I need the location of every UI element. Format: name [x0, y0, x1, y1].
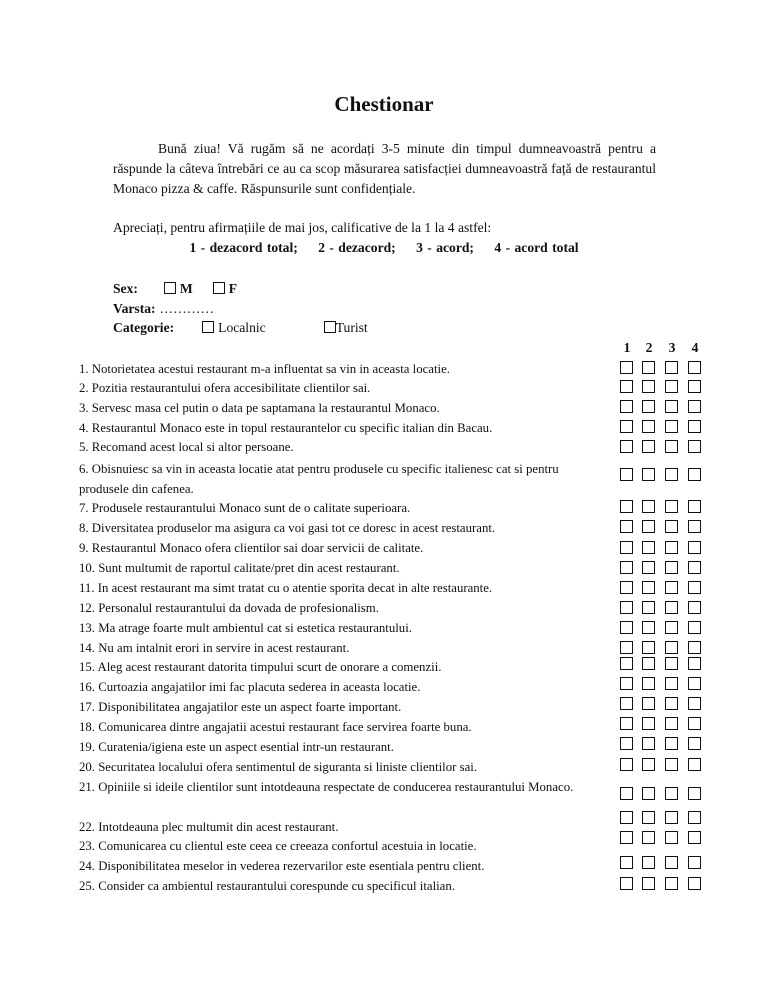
rating-scale [0, 240, 768, 256]
question-8-rating-1-checkbox[interactable] [620, 520, 633, 533]
scale-item-1: 1 - dezacord total; [189, 240, 298, 255]
question-20-rating-4-checkbox[interactable] [688, 758, 701, 771]
document-title: Chestionar [334, 92, 434, 116]
question-10-rating-2-checkbox[interactable] [642, 561, 655, 574]
rating-header-1: 1 [623, 340, 631, 355]
question-18: 18. Comunicarea dintre angajatii acestui restaurant face servirea foarte buna. [79, 720, 472, 734]
question-22: 22. Intotdeauna plec multumit din acest restaurant. [79, 820, 339, 834]
question-10: 10. Sunt multumit de raportul calitate/pret din acest restaurant. [79, 561, 400, 575]
question-19-rating-4-checkbox[interactable] [688, 737, 701, 750]
question-7-rating-2-checkbox[interactable] [642, 500, 655, 513]
question-7-rating-4-checkbox[interactable] [688, 500, 701, 513]
question-15-rating-2-checkbox[interactable] [642, 657, 655, 670]
sex-female-label: F [228, 281, 238, 296]
question-4-rating-2-checkbox[interactable] [642, 420, 655, 433]
question-20-rating-2-checkbox[interactable] [642, 758, 655, 771]
question-5-rating-1-checkbox[interactable] [620, 440, 633, 453]
question-24: 24. Disponibilitatea meselor in vederea rezervarilor este esentiala pentru client. [79, 859, 485, 873]
question-1-rating-2-checkbox[interactable] [642, 361, 655, 374]
question-19-rating-1-checkbox[interactable] [620, 737, 633, 750]
question-15-rating-4-checkbox[interactable] [688, 657, 701, 670]
question-12: 12. Personalul restaurantului da dovada de profesionalism. [79, 601, 379, 615]
question-7: 7. Produsele restaurantului Monaco sunt de o calitate superioara. [79, 501, 411, 515]
question-12-rating-4-checkbox[interactable] [688, 601, 701, 614]
question-1-rating-1-checkbox[interactable] [620, 361, 633, 374]
question-3-rating-2-checkbox[interactable] [642, 400, 655, 413]
question-23-rating-2-checkbox[interactable] [642, 831, 655, 844]
age-row [113, 300, 214, 318]
rating-instruction: Apreciați, pentru afirmațiile de mai jos, calificative de la 1 la 4 astfel: [113, 220, 492, 235]
category-row [113, 319, 368, 337]
question-13-rating-2-checkbox[interactable] [642, 621, 655, 634]
question-11-rating-3-checkbox[interactable] [665, 581, 678, 594]
question-24-rating-3-checkbox[interactable] [665, 856, 678, 869]
question-11-rating-2-checkbox[interactable] [642, 581, 655, 594]
question-14: 14. Nu am intalnit erori in servire in acest restaurant. [79, 641, 350, 655]
question-22-rating-1-checkbox[interactable] [620, 811, 633, 824]
question-4-rating-1-checkbox[interactable] [620, 420, 633, 433]
question-17-rating-3-checkbox[interactable] [665, 697, 678, 710]
question-21-rating-3-checkbox[interactable] [665, 787, 678, 800]
question-14-rating-1-checkbox[interactable] [620, 641, 633, 654]
question-2-rating-3-checkbox[interactable] [665, 380, 678, 393]
question-8: 8. Diversitatea produselor ma asigura ca voi gasi tot ce doresc in acest restaurant. [79, 521, 496, 535]
question-18-rating-2-checkbox[interactable] [642, 717, 655, 730]
sex-male-label: M [179, 281, 193, 296]
category-tourist-checkbox[interactable] [324, 321, 336, 333]
question-20-rating-3-checkbox[interactable] [665, 758, 678, 771]
question-5-rating-2-checkbox[interactable] [642, 440, 655, 453]
question-2: 2. Pozitia restaurantului ofera accesibilitate clientilor sai. [79, 381, 371, 395]
question-19: 19. Curatenia/igiena este un aspect esential intr-un restaurant. [79, 740, 394, 754]
question-22-rating-4-checkbox[interactable] [688, 811, 701, 824]
question-12-rating-3-checkbox[interactable] [665, 601, 678, 614]
question-9-rating-3-checkbox[interactable] [665, 541, 678, 554]
scale-item-4: 4 - acord total [494, 240, 579, 255]
question-24-rating-2-checkbox[interactable] [642, 856, 655, 869]
question-11-rating-4-checkbox[interactable] [688, 581, 701, 594]
question-21-rating-4-checkbox[interactable] [688, 787, 701, 800]
question-15-rating-1-checkbox[interactable] [620, 657, 633, 670]
question-15-rating-3-checkbox[interactable] [665, 657, 678, 670]
question-22-rating-2-checkbox[interactable] [642, 811, 655, 824]
question-8-rating-3-checkbox[interactable] [665, 520, 678, 533]
question-9: 9. Restaurantul Monaco ofera clientilor sai doar servicii de calitate. [79, 541, 424, 555]
question-14-rating-4-checkbox[interactable] [688, 641, 701, 654]
question-10-rating-3-checkbox[interactable] [665, 561, 678, 574]
question-9-rating-2-checkbox[interactable] [642, 541, 655, 554]
question-5: 5. Recomand acest local si altor persoane. [79, 440, 294, 454]
sex-male-checkbox[interactable] [164, 282, 176, 294]
question-3: 3. Servesc masa cel putin o data pe saptamana la restaurantul Monaco. [79, 401, 440, 415]
question-9-rating-1-checkbox[interactable] [620, 541, 633, 554]
question-3-rating-3-checkbox[interactable] [665, 400, 678, 413]
question-2-rating-1-checkbox[interactable] [620, 380, 633, 393]
question-8-rating-2-checkbox[interactable] [642, 520, 655, 533]
question-10-rating-1-checkbox[interactable] [620, 561, 633, 574]
question-10-rating-4-checkbox[interactable] [688, 561, 701, 574]
intro-paragraph: Bună ziua! Vă rugăm să ne acordați 3-5 minute din timpul dumneavoastră pentru a răspunde la câteva întrebări ce au ca scop măsurarea satisfacției dumneavoastră față de restaurantul Monaco pizza & caffe. Răspunsurile sunt confidențiale. [113, 141, 656, 196]
question-23-rating-3-checkbox[interactable] [665, 831, 678, 844]
question-21-rating-2-checkbox[interactable] [642, 787, 655, 800]
question-21: 21. Opiniile si ideile clientilor sunt intotdeauna respectate de conducerea restaurantului Monaco. [79, 780, 574, 794]
question-23: 23. Comunicarea cu clientul este ceea ce creeaza confortul acestuia in locatie. [79, 839, 477, 853]
question-23-rating-4-checkbox[interactable] [688, 831, 701, 844]
question-18-rating-3-checkbox[interactable] [665, 717, 678, 730]
sex-female-checkbox[interactable] [213, 282, 225, 294]
rating-header-4: 4 [691, 340, 699, 355]
question-6-rating-3-checkbox[interactable] [665, 468, 678, 481]
question-20-rating-1-checkbox[interactable] [620, 758, 633, 771]
rating-header-2: 2 [645, 340, 653, 355]
sex-row [113, 280, 237, 298]
question-18-rating-4-checkbox[interactable] [688, 717, 701, 730]
question-13-rating-1-checkbox[interactable] [620, 621, 633, 634]
question-8-rating-4-checkbox[interactable] [688, 520, 701, 533]
question-1: 1. Notorietatea acestui restaurant m-a influentat sa vin in aceasta locatie. [79, 362, 450, 376]
question-25-rating-1-checkbox[interactable] [620, 877, 633, 890]
question-20: 20. Securitatea localului ofera sentimentul de siguranta si liniste clientilor sai. [79, 760, 478, 774]
question-16: 16. Curtoazia angajatilor imi fac placuta sederea in aceasta locatie. [79, 680, 421, 694]
question-12-rating-1-checkbox[interactable] [620, 601, 633, 614]
question-25-rating-3-checkbox[interactable] [665, 877, 678, 890]
question-15: 15. Aleg acest restaurant datorita timpului scurt de onorare a comenzii. [79, 660, 442, 674]
question-17: 17. Disponibilitatea angajatilor este un aspect foarte important. [79, 700, 402, 714]
question-3-rating-1-checkbox[interactable] [620, 400, 633, 413]
question-4: 4. Restaurantul Monaco este in topul restaurantelor cu specific italian din Bacau. [79, 421, 493, 435]
question-23-rating-1-checkbox[interactable] [620, 831, 633, 844]
question-6-rating-1-checkbox[interactable] [620, 468, 633, 481]
scale-item-3: 3 - acord; [416, 240, 474, 255]
question-25: 25. Consider ca ambientul restaurantului corespunde cu specificul italian. [79, 879, 455, 893]
rating-header-3: 3 [668, 340, 676, 355]
question-3-rating-4-checkbox[interactable] [688, 400, 701, 413]
question-16-rating-1-checkbox[interactable] [620, 677, 633, 690]
question-24-rating-4-checkbox[interactable] [688, 856, 701, 869]
scale-item-2: 2 - dezacord; [318, 240, 396, 255]
question-6-rating-4-checkbox[interactable] [688, 468, 701, 481]
question-17-rating-4-checkbox[interactable] [688, 697, 701, 710]
question-7-rating-3-checkbox[interactable] [665, 500, 678, 513]
sex-label: Sex: [113, 281, 138, 296]
category-label: Categorie: [113, 320, 175, 335]
question-13: 13. Ma atrage foarte mult ambientul cat si estetica restaurantului. [79, 621, 412, 635]
question-2-rating-4-checkbox[interactable] [688, 380, 701, 393]
question-21-rating-1-checkbox[interactable] [620, 787, 633, 800]
question-1-rating-4-checkbox[interactable] [688, 361, 701, 374]
question-13-rating-4-checkbox[interactable] [688, 621, 701, 634]
question-7-rating-1-checkbox[interactable] [620, 500, 633, 513]
question-1-rating-3-checkbox[interactable] [665, 361, 678, 374]
age-label: Varsta: [113, 301, 156, 316]
question-18-rating-1-checkbox[interactable] [620, 717, 633, 730]
question-25-rating-4-checkbox[interactable] [688, 877, 701, 890]
question-6-rating-2-checkbox[interactable] [642, 468, 655, 481]
question-16-rating-4-checkbox[interactable] [688, 677, 701, 690]
question-24-rating-1-checkbox[interactable] [620, 856, 633, 869]
age-field[interactable]: ………… [159, 301, 214, 316]
question-9-rating-4-checkbox[interactable] [688, 541, 701, 554]
question-16-rating-3-checkbox[interactable] [665, 677, 678, 690]
question-4-rating-4-checkbox[interactable] [688, 420, 701, 433]
question-17-rating-1-checkbox[interactable] [620, 697, 633, 710]
question-5-rating-3-checkbox[interactable] [665, 440, 678, 453]
question-13-rating-3-checkbox[interactable] [665, 621, 678, 634]
question-25-rating-2-checkbox[interactable] [642, 877, 655, 890]
question-6: 6. Obisnuiesc sa vin in aceasta locatie atat pentru produsele cu specific italienesc cat si pentru produsele din cafenea. [79, 462, 559, 496]
question-14-rating-3-checkbox[interactable] [665, 641, 678, 654]
question-12-rating-2-checkbox[interactable] [642, 601, 655, 614]
question-11-rating-1-checkbox[interactable] [620, 581, 633, 594]
question-19-rating-2-checkbox[interactable] [642, 737, 655, 750]
category-local-checkbox[interactable] [202, 321, 214, 333]
question-16-rating-2-checkbox[interactable] [642, 677, 655, 690]
question-22-rating-3-checkbox[interactable] [665, 811, 678, 824]
question-14-rating-2-checkbox[interactable] [642, 641, 655, 654]
question-19-rating-3-checkbox[interactable] [665, 737, 678, 750]
category-tourist-label: Turist [335, 320, 368, 335]
question-11: 11. In acest restaurant ma simt tratat cu o atentie sporita decat in alte restaurante. [79, 581, 493, 595]
question-4-rating-3-checkbox[interactable] [665, 420, 678, 433]
category-local-label: Localnic [218, 320, 266, 335]
question-17-rating-2-checkbox[interactable] [642, 697, 655, 710]
question-5-rating-4-checkbox[interactable] [688, 440, 701, 453]
question-2-rating-2-checkbox[interactable] [642, 380, 655, 393]
